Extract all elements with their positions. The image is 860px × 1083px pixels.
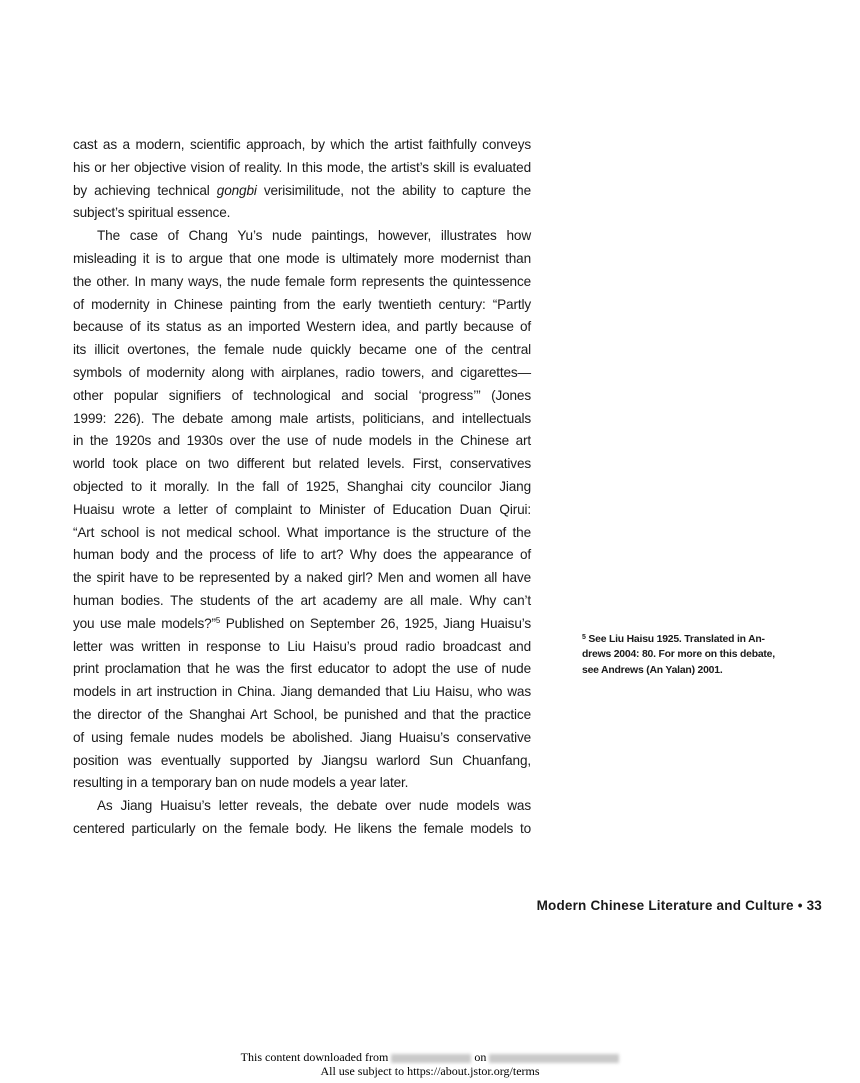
- body-text: [73, 134, 531, 841]
- jstor-notice: [0, 1050, 860, 1078]
- text-segment: verisimilitude, not the ability to capture the: [256, 182, 531, 198]
- text-line: [73, 750, 531, 773]
- text-segment: print proclamation that he was the first educator to adopt the use of nude: [73, 661, 531, 677]
- text-line: [73, 408, 531, 431]
- text-segment: symbols of modernity along with airplanes, radio towers, and cigarettes—: [73, 364, 531, 380]
- text-segment: you use male models?”: [73, 615, 216, 631]
- text-line: [73, 180, 531, 203]
- text-segment: the director of the Shanghai Art School, be punished and that the practice: [73, 706, 531, 722]
- text-segment: misleading it is to argue that one mode is ultimately more modernist than: [73, 250, 531, 266]
- text-segment: letter was written in response to Liu Haisu’s proud radio broadcast and: [73, 638, 531, 654]
- paragraph: [73, 225, 531, 795]
- text-line: [73, 202, 531, 225]
- paragraph: [73, 795, 531, 841]
- text-segment: The case of Chang Yu’s nude paintings, however, illustrates how: [97, 228, 531, 244]
- text-line: [73, 499, 531, 522]
- text-segment: human bodies. The students of the art academy are all male. Why can’t: [73, 592, 531, 608]
- footnote-line: see Andrews (An Yalan) 2001.: [582, 664, 723, 676]
- text-segment: models in art instruction in China. Jiang demanded that Liu Haisu, who was: [73, 684, 531, 700]
- text-segment: of using female nudes models be abolished. Jiang Huaisu’s conservative: [73, 729, 531, 745]
- text-line: [73, 727, 531, 750]
- text-segment: by achieving technical: [73, 182, 217, 198]
- text-segment: cast as a modern, scientific approach, by which the artist faithfully conveys: [73, 137, 531, 152]
- text-segment: other popular signifiers of technological and social ‘progress’” (Jones: [73, 387, 531, 403]
- text-segment: of modernity in Chinese painting from the early twentieth century: “Partly: [73, 296, 531, 312]
- text-line: [73, 681, 531, 704]
- text-line: [73, 294, 531, 317]
- text-line: [73, 385, 531, 408]
- text-line: [73, 430, 531, 453]
- redacted-date: [489, 1054, 619, 1063]
- text-segment: Published on September 26, 1925, Jiang Huaisu’s: [220, 615, 531, 631]
- text-line: [73, 476, 531, 499]
- text-segment: because of its status as an imported Western idea, and partly because of: [73, 319, 531, 335]
- text-line: [73, 316, 531, 339]
- text-line: [73, 590, 531, 613]
- text-line: [73, 704, 531, 727]
- text-segment: its illicit overtones, the female nude quickly became one of the central: [73, 342, 531, 358]
- text-line: [73, 362, 531, 385]
- text-segment: resulting in a temporary ban on nude models a year later.: [73, 775, 409, 791]
- italic-term: gongbi: [216, 182, 257, 198]
- footnote-line: See Liu Haisu 1925. Translated in An-: [588, 634, 765, 645]
- text-line: [73, 636, 531, 659]
- text-segment: the other. In many ways, the nude female form represents the quintessence: [73, 273, 531, 289]
- text-line: [73, 772, 531, 795]
- text-line: [73, 225, 531, 248]
- text-segment: subject’s spiritual essence.: [73, 205, 231, 221]
- text-segment: objected to it morally. In the fall of 1925, Shanghai city councilor Jiang: [73, 478, 531, 494]
- text-segment: “Art school is not medical school. What importance is the structure of the: [73, 524, 531, 540]
- text-segment: his or her objective vision of reality. In this mode, the artist’s skill is evaluated: [73, 159, 531, 175]
- text-line: [73, 248, 531, 271]
- text-segment: 1999: 226). The debate among male artists, politicians, and intellectuals: [73, 410, 531, 426]
- text-segment: As Jiang Huaisu’s letter reveals, the debate over nude models was: [97, 798, 531, 814]
- redacted-ip: [391, 1054, 471, 1063]
- jstor-on-text: on: [474, 1050, 487, 1064]
- text-line: [73, 658, 531, 681]
- text-line: [73, 544, 531, 567]
- text-line: [73, 157, 531, 180]
- text-segment: Huaisu wrote a letter of complaint to Minister of Education Duan Qirui:: [73, 501, 531, 517]
- text-segment: the spirit have to be represented by a naked girl? Men and women all have: [73, 570, 531, 586]
- text-line: [73, 567, 531, 590]
- text-line: [73, 339, 531, 362]
- running-footer: Modern Chinese Literature and Culture • 33: [536, 898, 822, 913]
- text-line: [73, 818, 531, 841]
- text-line: [73, 134, 531, 157]
- text-segment: human body and the process of life to art? Why does the appearance of: [73, 547, 531, 563]
- text-segment: in the 1920s and 1930s over the use of nude models in the Chinese art: [73, 433, 531, 449]
- text-segment: position was eventually supported by Jiangsu warlord Sun Chuanfang,: [73, 752, 531, 768]
- text-segment: centered particularly on the female body. He likens the female models to: [73, 820, 531, 836]
- jstor-download-text: This content downloaded from: [240, 1050, 389, 1064]
- text-line: [73, 271, 531, 294]
- footnote-line: drews 2004: 80. For more on this debate,: [582, 649, 775, 661]
- text-segment: world took place on two different but related levels. First, conservatives: [73, 456, 531, 472]
- jstor-terms-link[interactable]: All use subject to https://about.jstor.org/terms: [320, 1064, 540, 1078]
- footnote-marker: 5: [582, 634, 586, 641]
- text-line: [73, 795, 531, 818]
- footnote: [582, 632, 822, 678]
- footnote-reference: 5: [215, 615, 221, 625]
- text-line: [73, 613, 531, 636]
- text-line: [73, 453, 531, 476]
- text-line: [73, 522, 531, 545]
- paragraph: [73, 134, 531, 225]
